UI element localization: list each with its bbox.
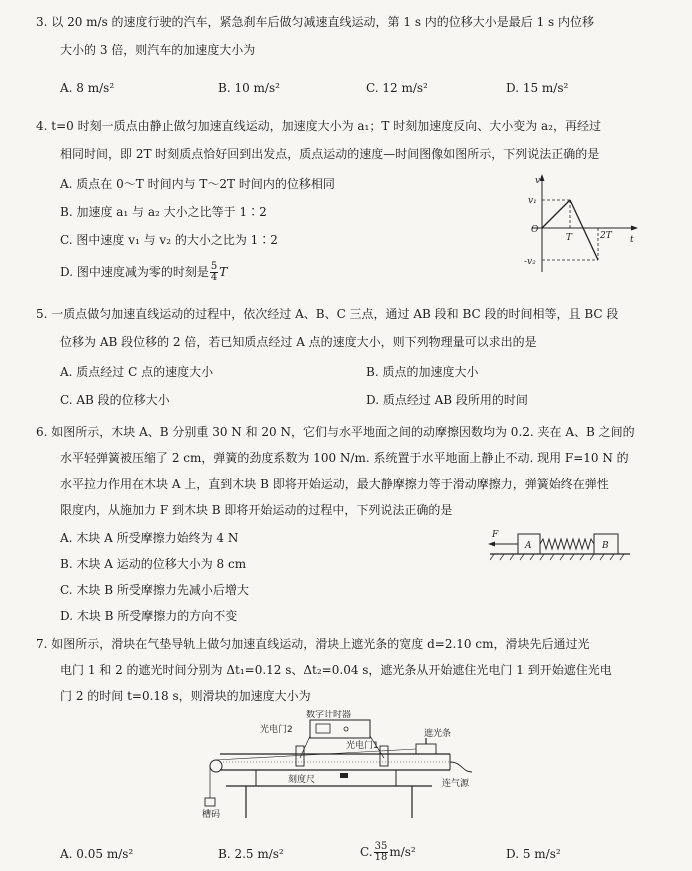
q7-line1: 7. 如图所示，滑块在气垫导轨上做匀加速直线运动，滑块上遮光条的宽度 d=2.10 cm，滑块先后通过光 — [36, 637, 590, 651]
q7-option-c-suffix: m/s² — [389, 845, 416, 859]
q6-line2: 水平轻弹簧被压缩了 2 cm，弹簧的劲度系数为 100 N/m. 系统置于水平地面上静止不动. 现用 F=10 N 的 — [60, 451, 629, 465]
q3-option-b: B. 10 m/s² — [218, 81, 280, 95]
q4-graph-label-v2: -v₂ — [524, 257, 536, 267]
q4-graph-label-2T: 2T — [600, 231, 612, 241]
q7-line3: 门 2 的时间 t=0.18 s，则滑块的加速度大小为 — [60, 689, 311, 703]
q4-option-d-prefix: D. 图中速度减为零的时刻是 — [60, 265, 209, 279]
q6-option-a: A. 木块 A 所受摩擦力始终为 4 N — [60, 531, 239, 545]
q6-line4: 限度内，从施加力 F 到木块 B 即将开始运动的过程中，下列说法正确的是 — [60, 503, 453, 517]
q5-line2: 位移为 AB 段位移的 2 倍，若已知质点经过 A 点的速度大小，则下列物理量可以求出的是 — [60, 335, 537, 349]
q7-photogate-1 — [380, 746, 388, 766]
q6-line3: 水平拉力作用在木块 A 上，直到木块 B 即将开始运动，最大静摩擦力等于滑动摩擦力，弹簧始终在弹性 — [60, 477, 609, 491]
q4-graph-accel-line — [542, 200, 570, 228]
q7-air-track-figure — [196, 710, 486, 822]
q7-option-c-denominator: 18 — [374, 852, 388, 863]
q4-line2: 相同时间，即 2T 时刻质点恰好回到出发点，质点运动的速度—时间图像如图所示，下列说法正确的是 — [60, 147, 600, 161]
q7-label-strip: 遮光条 — [424, 729, 452, 739]
q7-option-c-numerator: 35 — [374, 841, 388, 852]
q6-label-A: A — [525, 541, 532, 551]
q7-option-c — [360, 842, 416, 863]
q7-label-air: 连气源 — [442, 779, 470, 789]
q4-graph-v-arrow — [540, 174, 545, 181]
q4-vt-graph — [520, 172, 640, 280]
q4-option-a: A. 质点在 0～T 时间内与 T～2T 时间内的位移相同 — [60, 177, 335, 191]
q6-spring — [540, 539, 594, 549]
q5-option-d: D. 质点经过 AB 段所用的时间 — [366, 393, 528, 407]
q4-option-c: C. 图中速度 v₁ 与 v₂ 的大小之比为 1∶2 — [60, 233, 278, 247]
q7-option-c-prefix: C. — [360, 845, 373, 859]
q7-label-weight: 槽码 — [202, 810, 221, 820]
q6-label-F: F — [492, 530, 499, 540]
q6-line1: 6. 如图所示，木块 A、B 分别重 30 N 和 20 N，它们与水平地面之间的动摩擦因数均为 0.2. 夹在 A、B 之间的 — [36, 425, 635, 439]
q5-option-c: C. AB 段的位移大小 — [60, 393, 170, 407]
q7-line2: 电门 1 和 2 的遮光时间分别为 Δt₁=0.12 s、Δt₂=0.04 s，遮光条从开始遮住光电门 1 到开始遮住光电 — [60, 663, 612, 677]
q4-line1: 4. t=0 时刻一质点由静止做匀加速直线运动，加速度大小为 a₁；T 时刻加速度反向、大小变为 a₂，再经过 — [36, 119, 601, 133]
q4-option-d-fraction — [210, 262, 218, 283]
q3-line2: 大小的 3 倍，则汽车的加速度大小为 — [60, 43, 256, 57]
q5-option-b: B. 质点的加速度大小 — [366, 365, 479, 379]
q7-timer-display — [316, 724, 330, 733]
q4-graph-label-v: v — [535, 176, 541, 186]
q4-option-d-suffix: T — [219, 265, 228, 279]
q4-graph-label-T: T — [566, 233, 573, 243]
q7-option-b: B. 2.5 m/s² — [218, 847, 284, 861]
q4-option-d-denominator: 4 — [210, 272, 218, 283]
q5-line1: 5. 一质点做匀加速直线运动的过程中，依次经过 A、B、C 三点，通过 AB 段和 BC 段的时间相等，且 BC 段 — [36, 307, 619, 321]
q7-option-d: D. 5 m/s² — [506, 847, 561, 861]
q3-option-d: D. 15 m/s² — [506, 81, 569, 95]
q4-option-d — [60, 262, 227, 283]
q3-option-c: C. 12 m/s² — [366, 81, 428, 95]
q4-option-d-numerator: 5 — [210, 261, 218, 272]
q7-label-gate1: 光电门1 — [346, 741, 379, 751]
q7-air-hose — [450, 762, 472, 772]
q5-option-a: A. 质点经过 C 点的速度大小 — [60, 365, 214, 379]
q4-graph-decel-line — [570, 200, 598, 260]
q7-option-a: A. 0.05 m/s² — [60, 847, 134, 861]
q3-line1: 3. 以 20 m/s 的速度行驶的汽车，紧急刹车后做匀减速直线运动，第 1 s 内的位移大小是最后 1 s 内位移 — [36, 15, 595, 29]
q6-option-b: B. 木块 A 运动的位移大小为 8 cm — [60, 557, 247, 571]
q6-block-spring-figure — [484, 522, 634, 564]
q7-digital-timer — [310, 720, 370, 738]
q7-slider — [416, 744, 436, 754]
q4-graph-label-t: t — [630, 235, 634, 245]
q7-option-c-fraction — [374, 842, 389, 863]
q7-label-ruler: 刻度尺 — [288, 775, 316, 785]
q7-ruler-mark — [340, 773, 348, 778]
q6-option-d: D. 木块 B 所受摩擦力的方向不变 — [60, 609, 238, 623]
q6-option-c: C. 木块 B 所受摩擦力先减小后增大 — [60, 583, 249, 597]
q7-pulley — [210, 760, 222, 772]
q4-option-b: B. 加速度 a₁ 与 a₂ 大小之比等于 1∶2 — [60, 205, 267, 219]
q4-graph-label-origin: O — [531, 225, 539, 235]
q4-graph-t-arrow — [631, 226, 638, 231]
q6-force-arrow-head — [488, 542, 495, 547]
q6-label-B: B — [602, 541, 609, 551]
q4-graph-label-v1: v₁ — [528, 196, 537, 206]
q6-ground-hatch — [490, 554, 624, 560]
q3-option-a: A. 8 m/s² — [60, 81, 115, 95]
q7-label-timer: 数字计时器 — [306, 710, 352, 720]
q7-label-gate2: 光电门2 — [260, 725, 293, 735]
q7-timer-knob — [344, 727, 348, 731]
q7-weight — [205, 798, 215, 806]
q7-photogate-2 — [296, 746, 304, 766]
